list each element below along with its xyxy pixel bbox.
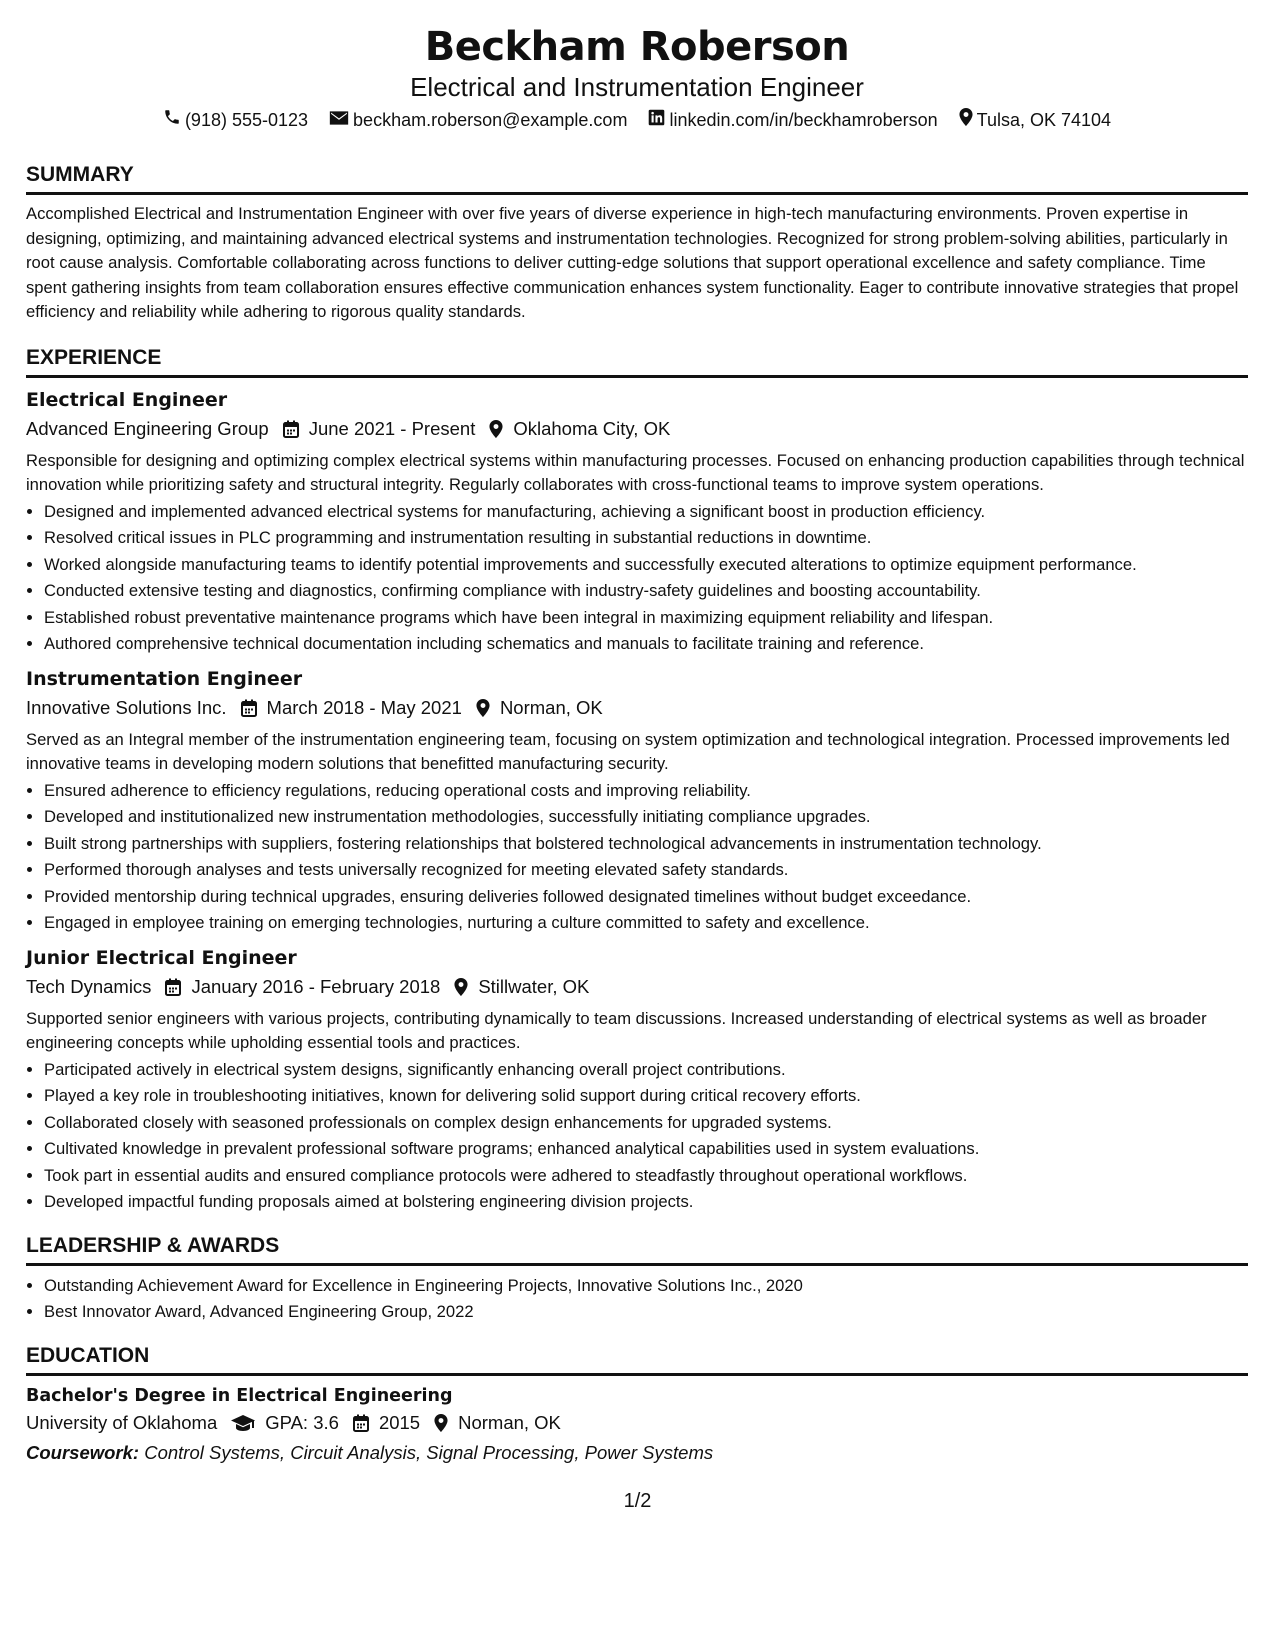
job-meta: [26, 974, 1248, 1000]
job-meta: [26, 416, 1248, 442]
education-heading: EDUCATION: [26, 1343, 1248, 1376]
calendar-icon: [283, 420, 299, 438]
job-title: Electrical Engineer: [26, 388, 228, 411]
school-name: University of Oklahoma: [26, 1411, 218, 1433]
company-name: Tech Dynamics: [26, 975, 152, 997]
job-bullets: [26, 779, 1248, 936]
map-pin-icon: [476, 699, 490, 717]
job-location: Oklahoma City, OK: [513, 417, 671, 439]
list-item: • Engaged in employee training on emerging technologies, nurturing a culture committed to safety and excellence.: [44, 911, 1248, 936]
coursework: [26, 1440, 1248, 1466]
job-dates: January 2016 - February 2018: [191, 975, 441, 997]
list-item: • Developed impactful funding proposals aimed at bolstering engineering division projects.: [44, 1190, 1248, 1215]
graduation-year: 2015: [378, 1411, 421, 1433]
coursework-label: Coursework:: [26, 1441, 140, 1463]
contact-email[interactable]: [329, 108, 627, 132]
list-item: • Authored comprehensive technical documentation including schematics and manuals to facilitate training and reference.: [44, 632, 1248, 657]
list-item: • Performed thorough analyses and tests universally recognized for meeting elevated safety standards.: [44, 858, 1248, 883]
resume-page: [26, 22, 1248, 1466]
job-entry: [26, 946, 1248, 1215]
job-bullets: [26, 1058, 1248, 1215]
list-item: • Participated actively in electrical system designs, significantly enhancing overall project contributions.: [44, 1058, 1248, 1083]
map-pin-icon: [489, 420, 503, 438]
coursework-list: Control Systems, Circuit Analysis, Signal Processing, Power Systems: [144, 1441, 714, 1463]
list-item: • Built strong partnerships with suppliers, fostering relationships that bolstered technological advancements in instrumentation technology.: [44, 832, 1248, 857]
list-item: • Took part in essential audits and ensured compliance protocols were adhered to steadfastly throughout operational workflows.: [44, 1164, 1248, 1189]
job-entry: [26, 667, 1248, 936]
job-dates: March 2018 - May 2021: [266, 696, 462, 718]
degree-title: Bachelor's Degree in Electrical Engineering: [26, 1385, 453, 1406]
company-name: Innovative Solutions Inc.: [26, 696, 227, 718]
gpa: GPA: 3.6: [265, 1411, 339, 1433]
list-item: • Designed and implemented advanced electrical systems for manufacturing, achieving a significant boost in production efficiency.: [44, 500, 1248, 525]
list-item: • Developed and institutionalized new instrumentation methodologies, successfully initiating compliance upgrades.: [44, 805, 1248, 830]
summary-text: Accomplished Electrical and Instrumentation Engineer with over five years of diverse experience in high-tech manufacturing environments. Proven expertise in designing, optimizing, and maintaining advanced electrical systems and instrumentation technologies. Recognized for strong problem-solving abilities, particularly in root cause analysis. Comfortable collaborating across functions to deliver cutting-edge solutions that support operational excellence and safety compliance. Time spent gathering insights from team collaboration ensures effective communication enhances system functionality. Eager to contribute innovative strategies that propel efficiency and reliability while adhering to rigorous quality standards.: [26, 204, 1239, 321]
contact-bar: [26, 108, 1248, 132]
linkedin-icon: [648, 108, 669, 132]
job-description: Served as an Integral member of the instrumentation engineering team, focusing on system optimization and technological integration. Processed improvements led innovative teams in developing modern solutions that benefitted manufacturing security.: [26, 729, 1230, 773]
school-location: Norman, OK: [458, 1411, 561, 1433]
summary-heading: SUMMARY: [26, 162, 1248, 195]
email-text: beckham.roberson@example.com: [353, 110, 628, 130]
job-meta: [26, 695, 1248, 721]
graduation-cap-icon: [231, 1414, 255, 1432]
awards-heading: LEADERSHIP & AWARDS: [26, 1233, 1248, 1266]
list-item: • Played a key role in troubleshooting initiatives, known for delivering solid support during critical recovery efforts.: [44, 1084, 1248, 1109]
job-title: Instrumentation Engineer: [26, 667, 303, 690]
job-bullets: [26, 500, 1248, 657]
list-item: • Outstanding Achievement Award for Excellence in Engineering Projects, Innovative Solutions Inc., 2020: [44, 1274, 1248, 1299]
awards-list: [26, 1274, 1248, 1325]
map-pin-icon: [454, 978, 468, 996]
list-item: • Collaborated closely with seasoned professionals on complex design enhancements for upgraded systems.: [44, 1111, 1248, 1136]
calendar-icon: [353, 1414, 369, 1432]
job-title: Junior Electrical Engineer: [26, 946, 297, 969]
calendar-icon: [241, 699, 257, 717]
education-meta: [26, 1410, 1248, 1436]
company-name: Advanced Engineering Group: [26, 417, 269, 439]
phone-icon: [163, 108, 185, 132]
contact-location: [959, 108, 1111, 132]
job-entry: [26, 388, 1248, 657]
job-description: Responsible for designing and optimizing complex electrical systems within manufacturing processes. Focused on enhancing production capabilities through technical innovation while prioritizing safety and structural integrity. Regularly collaborates with cross-functional teams to improve system operations.: [26, 450, 1245, 494]
list-item: • Cultivated knowledge in prevalent professional software programs; enhanced analytical capabilities used in system evaluations.: [44, 1137, 1248, 1162]
page-number: 1/2: [623, 1490, 652, 1512]
map-pin-icon: [959, 108, 977, 132]
location-text: Tulsa, OK 74104: [976, 110, 1112, 130]
envelope-icon: [329, 108, 353, 132]
job-dates: June 2021 - Present: [308, 417, 476, 439]
contact-linkedin[interactable]: [648, 108, 937, 132]
calendar-icon: [165, 978, 181, 996]
phone-text: (918) 555-0123: [184, 110, 309, 130]
job-description: Supported senior engineers with various projects, contributing dynamically to team discussions. Increased understanding of electrical systems as well as broader engineering concepts while upholding essential tools and practices.: [26, 1008, 1207, 1052]
linkedin-text: linkedin.com/in/beckhamroberson: [669, 110, 938, 130]
list-item: • Best Innovator Award, Advanced Engineering Group, 2022: [44, 1300, 1248, 1325]
list-item: • Conducted extensive testing and diagnostics, confirming compliance with industry-safety guidelines and boosting accountability.: [44, 579, 1248, 604]
job-location: Norman, OK: [499, 696, 603, 718]
contact-phone[interactable]: [163, 108, 308, 132]
candidate-name: Beckham Roberson: [424, 24, 850, 70]
map-pin-icon: [434, 1414, 448, 1432]
candidate-title: Electrical and Instrumentation Engineer: [410, 72, 864, 102]
list-item: • Resolved critical issues in PLC programming and instrumentation resulting in substantial reductions in downtime.: [44, 526, 1248, 551]
list-item: • Ensured adherence to efficiency regulations, reducing operational costs and improving reliability.: [44, 779, 1248, 804]
list-item: • Provided mentorship during technical upgrades, ensuring deliveries followed designated timelines without budget exceedance.: [44, 885, 1248, 910]
list-item: • Worked alongside manufacturing teams to identify potential improvements and successfully executed alterations to optimize equipment performance.: [44, 553, 1248, 578]
list-item: • Established robust preventative maintenance programs which have been integral in maximizing equipment reliability and lifespan.: [44, 606, 1248, 631]
experience-heading: EXPERIENCE: [26, 345, 1248, 378]
job-location: Stillwater, OK: [478, 975, 590, 997]
